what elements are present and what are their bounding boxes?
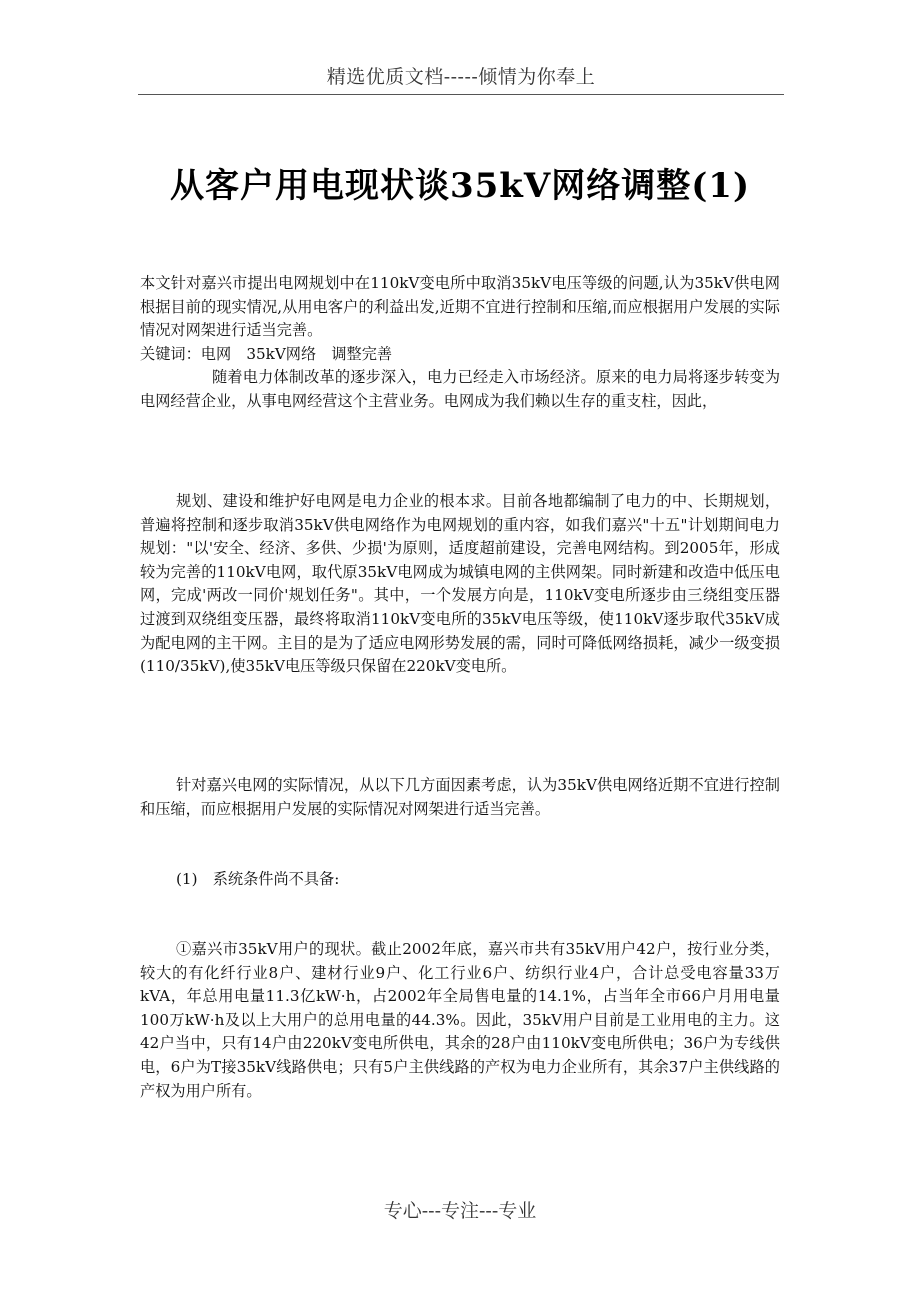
section-heading-1: (1) 系统条件尚不具备:: [176, 870, 340, 888]
body-paragraph-5: ①嘉兴市35kV用户的现状。截止2002年底，嘉兴市共有35kV用户42户，按行业分类，较大的有化纤行业8户、建材行业9户、化工行业6户、纺织行业4户，合计总受电容量33万kVA，年总用电量11.3亿kW·h，占2002年全局售电量的14.1%，占当年全市66户月用电量100万kW·h及以上大用户的总用电量的44.3%。因此，35kV用户目前是工业用电的主力。这42户当中，只有14户由220kV变电所供电，其余的28户由110kV变电所供电；36户为专线供电，6户为T接35kV线路供电；只有5户主供线路的产权为电力企业所有，其余37户主供线路的产权为用户所有。: [140, 940, 780, 1100]
abstract-paragraph: 本文针对嘉兴市提出电网规划中在110kV变电所中取消35kV电压等级的问题,认为35kV供电网根据目前的现实情况,从用电客户的利益出发,近期不宜进行控制和压缩,而应根据用户发展的实际情况对网架进行适当完善。: [140, 274, 780, 340]
page-header: 精选优质文档-----倾情为你奉上: [326, 66, 596, 88]
body-block-3: [140, 774, 780, 821]
abstract-block: [140, 272, 780, 414]
body-paragraph-1: 随着电力体制改革的逐步深入，电力已经走入市场经济。原来的电力局将逐步转变为电网经营企业，从事电网经营这个主营业务。电网成为我们赖以生存的重支柱，因此，: [140, 368, 780, 410]
document-title: 从客户用电现状谈35kV网络调整(1): [169, 166, 751, 206]
body-block-2: [140, 490, 780, 679]
page-footer: 专心---专注---专业: [383, 1200, 537, 1222]
body-block-5: [140, 938, 780, 1103]
body-paragraph-3: 针对嘉兴电网的实际情况，从以下几方面因素考虑，认为35kV供电网络近期不宜进行控制和压缩，而应根据用户发展的实际情况对网架进行适当完善。: [140, 776, 780, 818]
body-block-4: [140, 868, 780, 892]
body-paragraph-2: 规划、建设和维护好电网是电力企业的根本求。目前各地都编制了电力的中、长期规划，普遍将控制和逐步取消35kV供电网络作为电网规划的重内容，如我们嘉兴"十五"计划期间电力规划："以'安全、经济、多供、少损'为原则，适度超前建设，完善电网结构。到2005年，形成较为完善的110kV电网，取代原35kV电网成为城镇电网的主供网架。同时新建和改造中低压电网，完成'两改一同价'规划任务"。其中，一个发展方向是，110kV变电所逐步由三绕组变压器过渡到双绕组变压器，最终将取消110kV变电所的35kV电压等级，使110kV逐步取代35kV成为配电网的主干网。主目的是为了适应电网形势发展的需，同时可降低网络损耗，减少一级变损(110/35kV),使35kV电压等级只保留在220kV变电所。: [140, 492, 780, 676]
header-divider: [138, 94, 784, 95]
keywords-line: 关键词：电网 35kV网络 调整完善: [140, 344, 393, 363]
